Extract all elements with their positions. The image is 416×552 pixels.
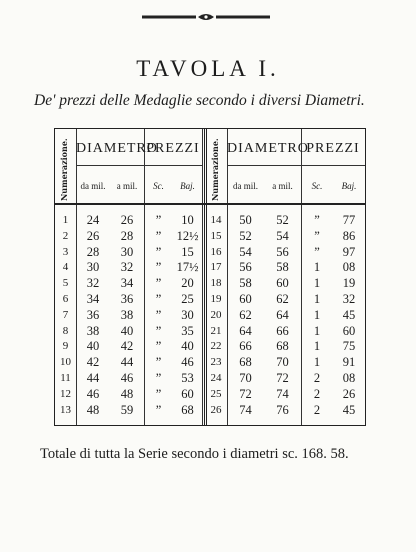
cell-right-a: 56 xyxy=(276,244,289,259)
cell-left-a: 36 xyxy=(120,292,134,306)
a-mil-header-left: a mil. xyxy=(116,181,138,191)
cell-right-baj: 97 xyxy=(342,244,356,259)
a-mil-header-right: a mil. xyxy=(272,181,293,191)
cell-right-da: 60 xyxy=(239,292,252,306)
cell-right-a: 60 xyxy=(276,276,289,291)
cell-right-n: 23 xyxy=(210,356,222,369)
cell-right-baj: 08 xyxy=(342,260,356,275)
cell-left-n: 5 xyxy=(62,277,69,290)
cell-left-baj: 60 xyxy=(181,386,194,401)
cell-right-da: 58 xyxy=(239,276,252,291)
cell-left-n: 7 xyxy=(62,308,69,321)
baj-header-right: Baj. xyxy=(341,181,357,191)
cell-left-da: 34 xyxy=(86,292,100,306)
cell-right-a: 76 xyxy=(276,402,289,417)
cell-left-a: 48 xyxy=(120,386,134,401)
cell-right-a: 74 xyxy=(276,386,289,401)
da-mil-header-left: da mil. xyxy=(80,181,106,191)
cell-left-da: 28 xyxy=(86,244,100,259)
baj-header-left: Baj. xyxy=(180,181,195,191)
cell-right-sc: 1 xyxy=(313,260,321,275)
cell-right-baj: 32 xyxy=(342,292,356,306)
prezzi-header-right: PREZZI xyxy=(306,141,360,156)
cell-left-a: 32 xyxy=(120,260,134,275)
cell-right-sc: 2 xyxy=(313,402,321,417)
page-title: TAVOLA I. xyxy=(136,56,280,81)
cell-right-a: 72 xyxy=(276,371,289,385)
cell-right-baj: 08 xyxy=(342,371,356,385)
cell-left-sc: ” xyxy=(155,402,162,417)
cell-left-da: 42 xyxy=(86,355,100,370)
cell-left-sc: ” xyxy=(155,213,162,227)
cell-right-sc: ” xyxy=(314,213,320,227)
cell-right-sc: 1 xyxy=(313,355,321,370)
cell-left-a: 26 xyxy=(120,213,134,227)
cell-right-sc: 1 xyxy=(313,276,321,291)
cell-left-da: 46 xyxy=(86,386,100,401)
cell-right-da: 62 xyxy=(239,307,252,322)
cell-right-da: 52 xyxy=(239,228,252,243)
cell-left-sc: ” xyxy=(155,244,162,259)
cell-left-da: 40 xyxy=(86,339,100,354)
cell-left-sc: ” xyxy=(155,276,162,291)
cell-right-baj: 19 xyxy=(342,276,356,291)
cell-right-da: 64 xyxy=(239,323,252,338)
cell-right-a: 52 xyxy=(276,213,289,227)
ornament-divider xyxy=(142,12,270,22)
cell-right-n: 22 xyxy=(210,340,222,353)
cell-right-n: 26 xyxy=(210,403,222,416)
cell-left-sc: ” xyxy=(155,323,162,338)
cell-right-a: 70 xyxy=(276,355,289,370)
cell-left-sc: ” xyxy=(155,292,162,306)
cell-left-baj: 20 xyxy=(181,276,194,291)
cell-right-a: 58 xyxy=(276,260,289,275)
cell-right-baj: 77 xyxy=(342,213,356,227)
cell-right-baj: 45 xyxy=(342,307,356,322)
cell-right-da: 70 xyxy=(239,371,252,385)
diametro-header-right: DIAMETRO xyxy=(227,141,309,156)
cell-left-sc: ” xyxy=(155,260,162,275)
cell-right-a: 64 xyxy=(276,307,289,322)
cell-left-n: 4 xyxy=(62,261,69,274)
cell-left-sc: ” xyxy=(155,371,162,385)
cell-left-baj: 25 xyxy=(181,292,194,306)
cell-left-baj: 46 xyxy=(181,355,194,370)
cell-right-sc: ” xyxy=(314,228,320,243)
cell-right-baj: 26 xyxy=(342,386,356,401)
cell-right-da: 68 xyxy=(239,355,252,370)
cell-right-sc: 1 xyxy=(313,292,321,306)
cell-right-a: 66 xyxy=(276,323,289,338)
cell-left-n: 8 xyxy=(62,324,69,337)
cell-right-da: 74 xyxy=(239,402,252,417)
cell-left-baj: 12½ xyxy=(176,228,199,243)
cell-left-da: 30 xyxy=(86,260,100,275)
cell-left-baj: 53 xyxy=(181,371,194,385)
cell-left-sc: ” xyxy=(155,386,162,401)
cell-right-da: 50 xyxy=(239,213,252,227)
cell-right-n: 15 xyxy=(210,229,222,242)
cell-right-a: 54 xyxy=(276,228,289,243)
page-subtitle: De' prezzi delle Medaglie secondo i diversi Diametri. xyxy=(34,92,365,109)
cell-left-a: 42 xyxy=(120,339,134,354)
cell-left-da: 48 xyxy=(86,402,100,417)
diametro-header-left: DIAMETRO xyxy=(76,141,158,156)
cell-left-n: 11 xyxy=(60,372,71,384)
da-mil-header-right: da mil. xyxy=(233,181,258,191)
cell-right-n: 18 xyxy=(210,277,222,290)
cell-left-baj: 35 xyxy=(181,323,194,338)
cell-right-da: 66 xyxy=(239,339,252,354)
sc-header-right: Sc. xyxy=(311,181,323,191)
cell-left-baj: 15 xyxy=(181,244,194,259)
cell-left-baj: 30 xyxy=(181,307,194,322)
cell-right-da: 54 xyxy=(239,244,252,259)
cell-left-a: 30 xyxy=(120,244,134,259)
cell-left-n: 6 xyxy=(62,293,69,305)
cell-right-sc: 1 xyxy=(313,339,321,354)
cell-right-da: 72 xyxy=(239,386,252,401)
cell-left-a: 59 xyxy=(120,402,134,417)
cell-left-n: 3 xyxy=(62,245,69,258)
cell-right-n: 20 xyxy=(210,308,222,321)
cell-left-a: 38 xyxy=(120,307,134,322)
cell-left-a: 44 xyxy=(120,355,134,370)
cell-right-sc: 2 xyxy=(313,371,321,385)
cell-left-baj: 10 xyxy=(181,213,194,227)
price-table xyxy=(54,128,366,426)
cell-left-n: 10 xyxy=(60,356,71,369)
cell-left-sc: ” xyxy=(155,339,162,354)
cell-left-da: 24 xyxy=(86,213,100,227)
cell-right-n: 21 xyxy=(210,324,222,337)
cell-left-a: 46 xyxy=(120,371,134,385)
cell-left-a: 34 xyxy=(120,276,134,291)
cell-left-da: 32 xyxy=(86,276,100,291)
cell-left-a: 40 xyxy=(120,323,134,338)
cell-right-n: 16 xyxy=(210,245,222,258)
cell-right-n: 25 xyxy=(210,387,222,400)
cell-right-da: 56 xyxy=(239,260,252,275)
prezzi-header-left: PREZZI xyxy=(146,141,200,156)
cell-left-sc: ” xyxy=(155,228,162,243)
cell-left-n: 9 xyxy=(62,340,69,353)
total-line: Totale di tutta la Serie secondo i diametri sc. 168. 58. xyxy=(40,446,349,462)
cell-left-baj: 40 xyxy=(181,339,194,354)
cell-left-n: 12 xyxy=(60,387,71,400)
cell-right-baj: 86 xyxy=(342,228,356,243)
cell-left-da: 38 xyxy=(86,323,100,338)
cell-right-sc: 1 xyxy=(313,323,321,338)
cell-left-sc: ” xyxy=(155,355,162,370)
cell-left-n: 13 xyxy=(60,403,71,416)
cell-left-sc: ” xyxy=(155,307,162,322)
cell-left-da: 44 xyxy=(86,371,100,385)
cell-left-da: 36 xyxy=(86,307,100,322)
cell-right-n: 19 xyxy=(210,293,222,305)
cell-right-baj: 45 xyxy=(342,402,356,417)
cell-left-baj: 17½ xyxy=(176,260,199,275)
cell-right-n: 14 xyxy=(210,214,222,226)
cell-right-sc: 2 xyxy=(313,386,321,401)
cell-right-baj: 75 xyxy=(342,339,356,354)
numerazione-label-right: Numerazione. xyxy=(210,138,220,201)
cell-right-sc: 1 xyxy=(313,307,321,322)
cell-left-a: 28 xyxy=(120,228,134,243)
cell-right-sc: ” xyxy=(314,244,320,259)
cell-right-baj: 91 xyxy=(342,355,356,370)
cell-right-a: 62 xyxy=(276,292,289,306)
sc-header-left: Sc. xyxy=(153,181,164,191)
cell-right-n: 17 xyxy=(210,261,222,274)
cell-left-baj: 68 xyxy=(181,402,194,417)
cell-right-a: 68 xyxy=(276,339,289,354)
cell-right-n: 24 xyxy=(210,372,222,384)
cell-left-n: 2 xyxy=(62,229,69,242)
cell-right-baj: 60 xyxy=(342,323,356,338)
cell-left-n: 1 xyxy=(62,214,69,226)
cell-left-da: 26 xyxy=(86,228,100,243)
numerazione-label-left: Numerazione. xyxy=(59,138,69,201)
